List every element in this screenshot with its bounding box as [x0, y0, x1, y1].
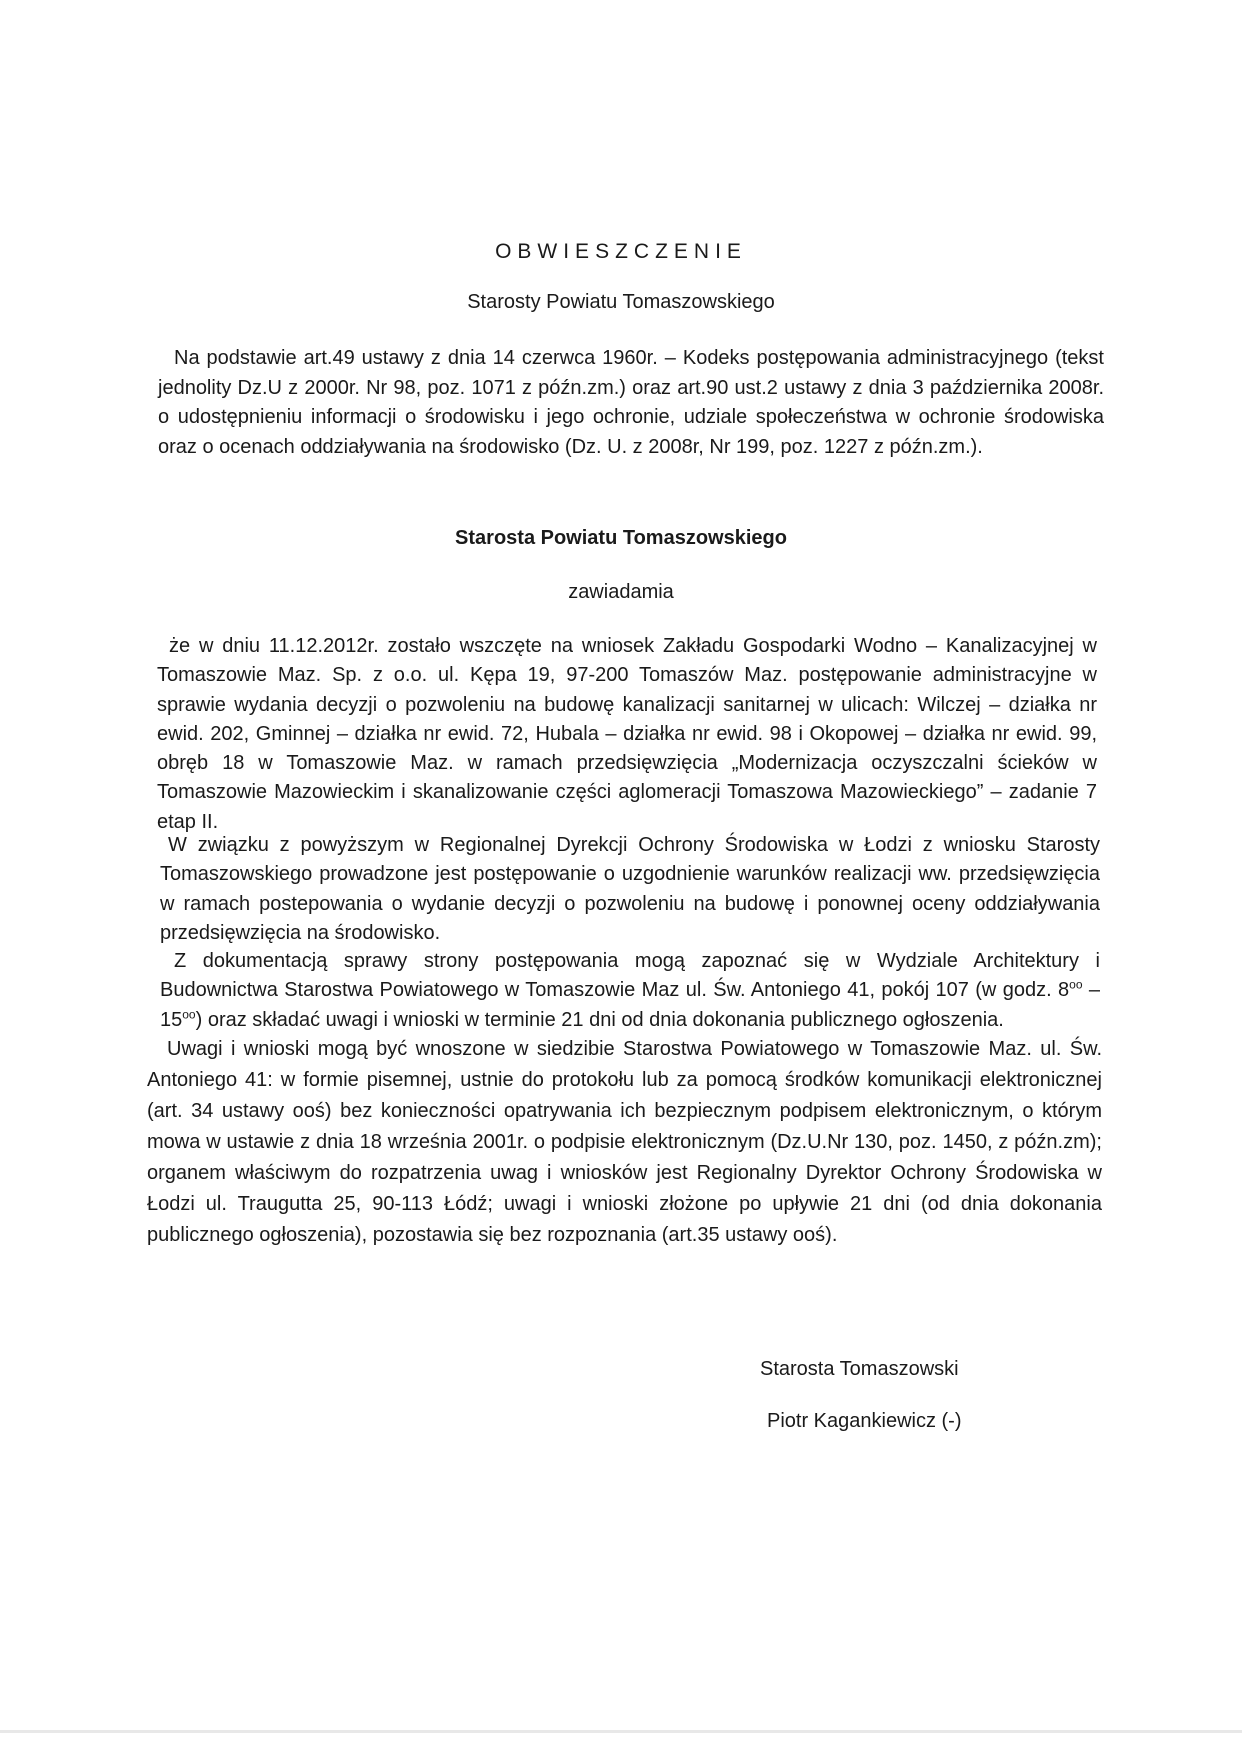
scan-bottom-edge	[0, 1730, 1242, 1733]
hours-dash: – 15	[160, 979, 1100, 1031]
notifies-heading: zawiadamia	[568, 581, 674, 603]
issuer-heading: Starosta Powiatu Tomaszowskiego	[455, 527, 787, 549]
documentation-paragraph	[160, 947, 1100, 1035]
document-subtitle: Starosty Powiatu Tomaszowskiego	[467, 291, 775, 313]
hours-end-superscript: oo	[182, 1006, 196, 1021]
signature-role: Starosta Tomaszowski	[760, 1358, 959, 1380]
hours-start-superscript: oo	[1069, 977, 1083, 992]
notice-paragraph: że w dniu 11.12.2012r. zostało wszczęte na wniosek Zakładu Gospodarki Wodno – Kanalizacyjnej w Tomaszowie Maz. Sp. z o.o. ul. Kępa 19, 97-200 Tomaszów Maz. postępowanie administracyjne w sprawie wydania decyzji o pozwoleniu na budowę kanalizacji sanitarnej w ulicach: Wilczej – działka nr ewid. 202, Gminnej – działka nr ewid. 72, Hubala – działka nr ewid. 98 i Okopowej – działka nr ewid. 99, obręb 18 w Tomaszowie Maz. w ramach przedsięwzięcia „Modernizacja oczyszczalni ścieków w Tomaszowie Mazowieckim i skanalizowanie części aglomeracji Tomaszowa Mazowieckiego” – zadanie 7 etap II.	[157, 635, 1097, 833]
documentation-text-end: ) oraz składać uwagi i wnioski w terminie 21 dni od dnia dokonania publicznego ogłoszenia.	[195, 1008, 1004, 1031]
proceedings-paragraph: W związku z powyższym w Regionalnej Dyrekcji Ochrony Środowiska w Łodzi z wniosku Starosty Tomaszowskiego prowadzone jest postępowanie o uzgodnienie warunków realizacji ww. przedsięwzięcia w ramach postepowania o wydanie decyzji o pozwoleniu na budowę i ponownej oceny oddziaływania przedsięwzięcia na środowisko.	[160, 834, 1100, 944]
documentation-text-start: Z dokumentacją sprawy strony postępowania mogą zapoznać się w Wydziale Architektury i Budownictwa Starostwa Powiatowego w Tomaszowie Maz ul. Św. Antoniego 41, pokój 107 (w godz. 8	[160, 950, 1100, 1002]
legal-basis-paragraph: Na podstawie art.49 ustawy z dnia 14 czerwca 1960r. – Kodeks postępowania administracyjnego (tekst jednolity Dz.U z 2000r. Nr 98, poz. 1071 z późn.zm.) oraz art.90 ust.2 ustawy z dnia 3 października 2008r. o udostępnieniu informacji o środowisku i jego ochronie, udziale społeczeństwa w ochronie środowiska oraz o ocenach oddziaływania na środowisko (Dz. U. z 2008r, Nr 199, poz. 1227 z późn.zm.).	[158, 347, 1104, 458]
signature-name: Piotr Kagankiewicz (-)	[767, 1410, 962, 1432]
document-title: OBWIESZCZENIE	[495, 240, 747, 263]
remarks-paragraph: Uwagi i wnioski mogą być wnoszone w siedzibie Starostwa Powiatowego w Tomaszowie Maz. ul. Św. Antoniego 41: w formie pisemnej, ustnie do protokołu lub za pomocą środków komunikacji elektronicznej (art. 34 ustawy ooś) bez konieczności opatrywania ich bezpiecznym podpisem elektronicznym, o którym mowa w ustawie z dnia 18 września 2001r. o podpisie elektronicznym (Dz.U.Nr 130, poz. 1450, z późn.zm); organem właściwym do rozpatrzenia uwag i wniosków jest Regionalny Dyrektor Ochrony Środowiska w Łodzi ul. Traugutta 25, 90-113 Łódź; uwagi i wnioski złożone po upływie 21 dni (od dnia dokonania publicznego ogłoszenia), pozostawia się bez rozpoznania (art.35 ustawy ooś).	[147, 1038, 1102, 1246]
